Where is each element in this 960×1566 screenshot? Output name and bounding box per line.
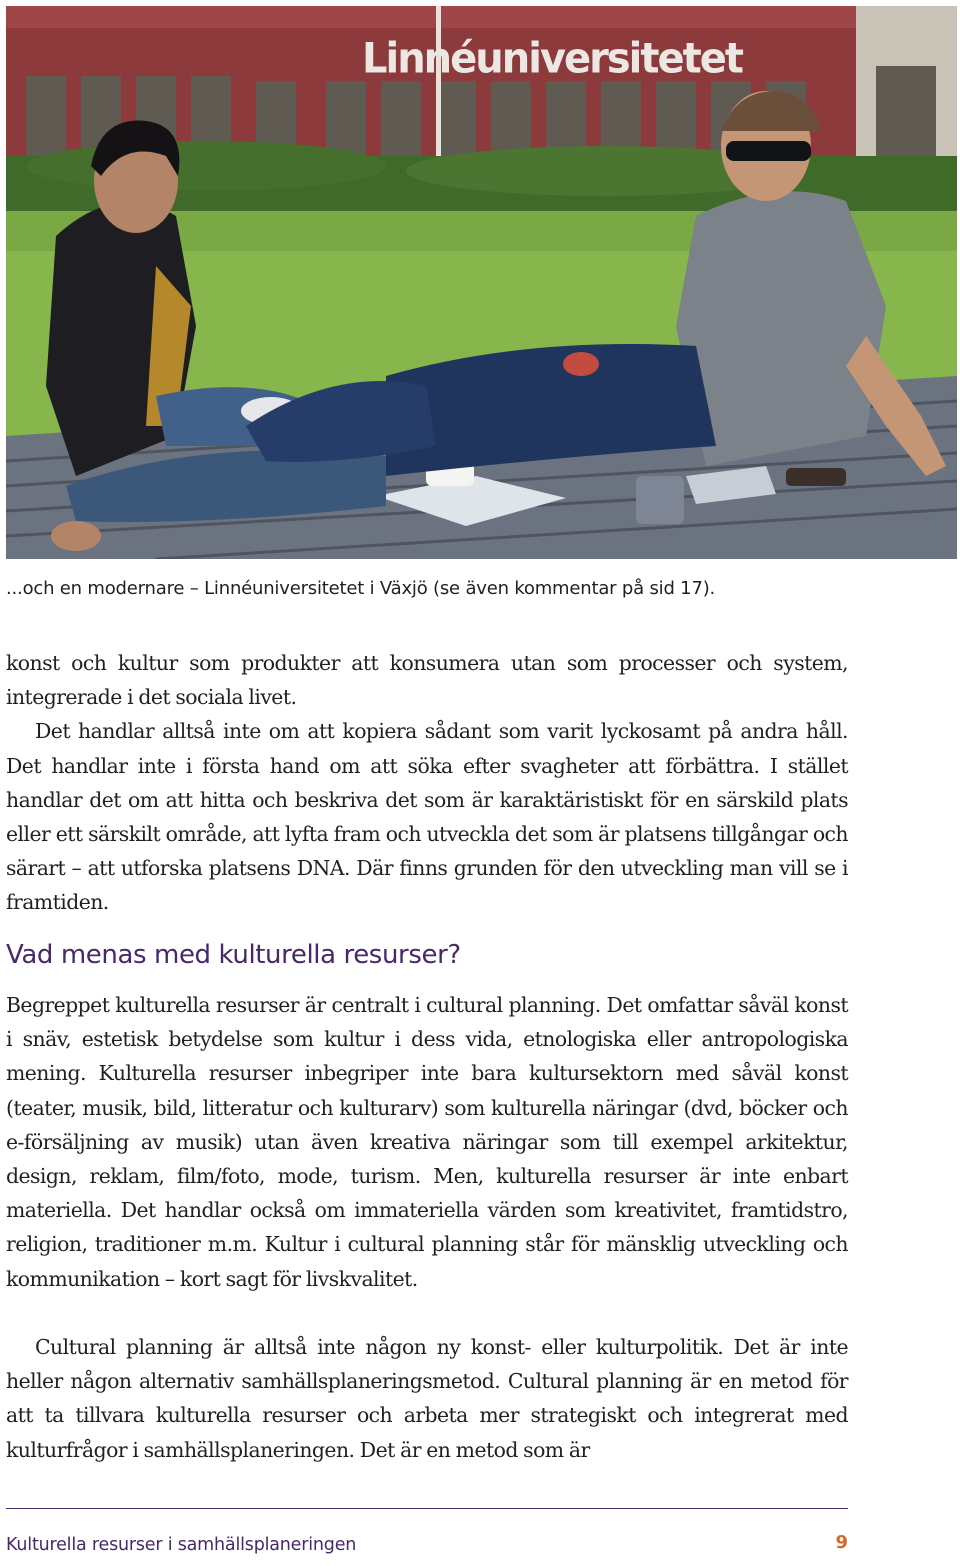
building-sign: Linnéuniversitetet — [362, 34, 743, 84]
photo — [6, 6, 957, 559]
footer-divider — [6, 1508, 848, 1509]
footer-title: Kulturella resurser i samhällsplaneringen — [6, 1535, 357, 1555]
section-heading: Vad menas med kulturella resurser? — [6, 940, 461, 970]
paragraph-kulturella-resurser: Begreppet kulturella resurser är centralt i cultural planning. Det omfattar såväl konst i snäv, estetisk betydelse som kultur i dess vida, etnologiska eller antropologiska mening. Kulturella resurser inbegriper inte bara kultursektorn med såväl konst (teater, musik, bild, litteratur och kulturarv) som kulturella näringar (dvd, böcker och e-försäljning av musik) utan även kreativa näringar som till exempel arkitektur, design, reklam, film/foto, mode, turism. Men, kulturella resurser är inte enbart materiella. Det handlar också om immateriella värden som kreativitet, framtidstro, religion, traditioner m.m. Kultur i cultural planning står för mänsklig utveckling och kommunikation – kort sagt för livskvalitet. — [6, 993, 848, 1291]
page-number: 9 — [835, 1532, 848, 1553]
paragraph-cultural-planning: Cultural planning är alltså inte någon ny konst- eller kulturpolitik. Det är inte heller någon alternativ samhällsplaneringsmetod. Cultural planning är en metod för att ta tillvara kulturella resurser och arbeta mer strategiskt och integrerat med kulturfrågor i samhällsplaneringen. Det är en metod som är — [6, 1335, 848, 1462]
paragraph-continuation: konst och kultur som produkter att konsumera utan som processer och system, integrerade i det sociala livet. — [6, 651, 848, 710]
photo-image — [6, 6, 957, 559]
photo-caption: ...och en modernare – Linnéuniversitetet i Växjö (se även kommentar på sid 17). — [6, 578, 716, 599]
paragraph-text: Det handlar alltså inte om att kopiera sådant som varit lyckosamt på andra håll. Det handlar inte i första hand om att söka efter svagheter att förbättra. I stället handlar det om att hitta och beskriva det som är karaktäristiskt för en särskild plats eller ett särskilt område, att lyfta fram och utveckla det som är platsens tillgångar och särart – att utforska platsens DNA. Där finns grunden för den utveckling man vill se i framtiden. — [6, 719, 848, 915]
paragraph — [6, 646, 848, 920]
